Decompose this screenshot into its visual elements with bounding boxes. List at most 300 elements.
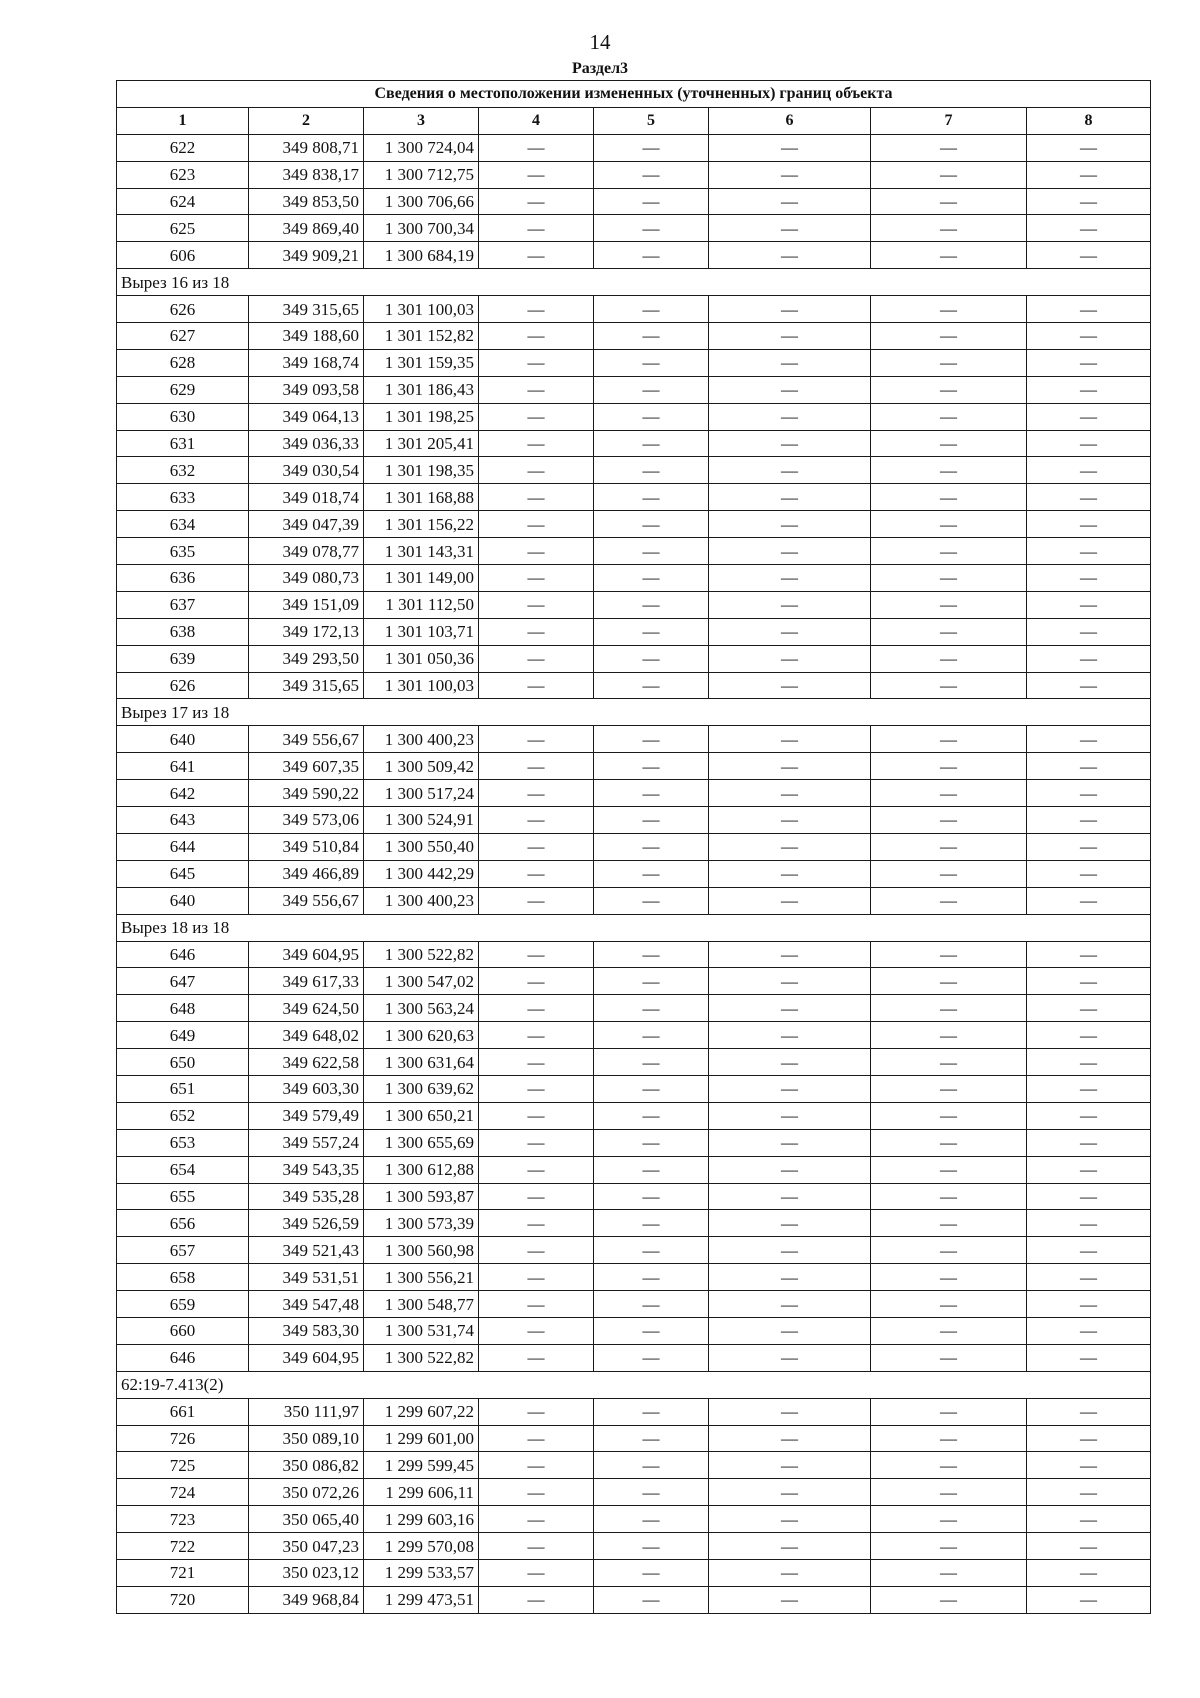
- empty-value-cell: —: [871, 457, 1027, 484]
- x-coordinate-cell: 349 838,17: [249, 161, 364, 188]
- y-coordinate-cell: 1 300 548,77: [364, 1291, 479, 1318]
- point-number-cell: 643: [117, 807, 249, 834]
- point-number-cell: 635: [117, 538, 249, 565]
- table-row: [117, 1398, 1151, 1425]
- empty-value-cell: —: [709, 161, 871, 188]
- y-coordinate-cell: 1 299 601,00: [364, 1425, 479, 1452]
- empty-value-cell: —: [1027, 430, 1151, 457]
- empty-value-cell: —: [709, 1506, 871, 1533]
- empty-value-cell: —: [709, 1479, 871, 1506]
- y-coordinate-cell: 1 301 100,03: [364, 672, 479, 699]
- empty-value-cell: —: [709, 1102, 871, 1129]
- point-number-cell: 726: [117, 1425, 249, 1452]
- empty-value-cell: —: [594, 1022, 709, 1049]
- x-coordinate-cell: 349 510,84: [249, 833, 364, 860]
- empty-value-cell: —: [871, 134, 1027, 161]
- point-number-cell: 657: [117, 1237, 249, 1264]
- empty-value-cell: —: [871, 161, 1027, 188]
- empty-value-cell: —: [709, 1210, 871, 1237]
- x-coordinate-cell: 349 853,50: [249, 188, 364, 215]
- empty-value-cell: —: [1027, 618, 1151, 645]
- empty-value-cell: —: [871, 1049, 1027, 1076]
- empty-value-cell: —: [594, 672, 709, 699]
- empty-value-cell: —: [479, 995, 594, 1022]
- table-row: [117, 296, 1151, 323]
- column-header: 4: [479, 107, 594, 134]
- y-coordinate-cell: 1 299 606,11: [364, 1479, 479, 1506]
- y-coordinate-cell: 1 301 186,43: [364, 376, 479, 403]
- column-header: 2: [249, 107, 364, 134]
- empty-value-cell: —: [871, 215, 1027, 242]
- empty-value-cell: —: [871, 1075, 1027, 1102]
- empty-value-cell: —: [871, 1156, 1027, 1183]
- empty-value-cell: —: [479, 188, 594, 215]
- empty-value-cell: —: [594, 1156, 709, 1183]
- column-header: 6: [709, 107, 871, 134]
- empty-value-cell: —: [594, 1398, 709, 1425]
- point-number-cell: 623: [117, 161, 249, 188]
- table-row: [117, 1425, 1151, 1452]
- table-row: [117, 1264, 1151, 1291]
- empty-value-cell: —: [709, 1237, 871, 1264]
- empty-value-cell: —: [871, 968, 1027, 995]
- empty-value-cell: —: [594, 349, 709, 376]
- empty-value-cell: —: [479, 457, 594, 484]
- point-number-cell: 724: [117, 1479, 249, 1506]
- empty-value-cell: —: [594, 1533, 709, 1560]
- y-coordinate-cell: 1 300 684,19: [364, 242, 479, 269]
- empty-value-cell: —: [594, 511, 709, 538]
- y-coordinate-cell: 1 301 050,36: [364, 645, 479, 672]
- table-row: [117, 457, 1151, 484]
- empty-value-cell: —: [594, 1129, 709, 1156]
- point-number-cell: 646: [117, 1344, 249, 1371]
- y-coordinate-cell: 1 300 563,24: [364, 995, 479, 1022]
- empty-value-cell: —: [709, 833, 871, 860]
- empty-value-cell: —: [871, 807, 1027, 834]
- empty-value-cell: —: [1027, 1344, 1151, 1371]
- empty-value-cell: —: [709, 726, 871, 753]
- x-coordinate-cell: 349 547,48: [249, 1291, 364, 1318]
- point-number-cell: 644: [117, 833, 249, 860]
- empty-value-cell: —: [594, 1183, 709, 1210]
- empty-value-cell: —: [479, 753, 594, 780]
- x-coordinate-cell: 349 168,74: [249, 349, 364, 376]
- empty-value-cell: —: [594, 1075, 709, 1102]
- table-row: [117, 1559, 1151, 1586]
- empty-value-cell: —: [479, 323, 594, 350]
- empty-value-cell: —: [871, 323, 1027, 350]
- point-number-cell: 722: [117, 1533, 249, 1560]
- empty-value-cell: —: [709, 1559, 871, 1586]
- table-row: [117, 1210, 1151, 1237]
- table-row: [117, 1183, 1151, 1210]
- empty-value-cell: —: [594, 565, 709, 592]
- empty-value-cell: —: [709, 591, 871, 618]
- empty-value-cell: —: [594, 1452, 709, 1479]
- empty-value-cell: —: [871, 349, 1027, 376]
- empty-value-cell: —: [709, 511, 871, 538]
- empty-value-cell: —: [594, 591, 709, 618]
- empty-value-cell: —: [479, 1049, 594, 1076]
- empty-value-cell: —: [709, 296, 871, 323]
- empty-value-cell: —: [479, 807, 594, 834]
- x-coordinate-cell: 349 064,13: [249, 403, 364, 430]
- y-coordinate-cell: 1 300 522,82: [364, 941, 479, 968]
- empty-value-cell: —: [709, 565, 871, 592]
- group-label: 62:19-7.413(2): [117, 1371, 1151, 1398]
- empty-value-cell: —: [479, 1022, 594, 1049]
- empty-value-cell: —: [1027, 1183, 1151, 1210]
- point-number-cell: 652: [117, 1102, 249, 1129]
- point-number-cell: 626: [117, 296, 249, 323]
- point-number-cell: 651: [117, 1075, 249, 1102]
- empty-value-cell: —: [594, 134, 709, 161]
- table-row: [117, 591, 1151, 618]
- empty-value-cell: —: [479, 1344, 594, 1371]
- y-coordinate-cell: 1 300 573,39: [364, 1210, 479, 1237]
- empty-value-cell: —: [1027, 1210, 1151, 1237]
- table-row: [117, 672, 1151, 699]
- table-row: [117, 1156, 1151, 1183]
- empty-value-cell: —: [594, 887, 709, 914]
- empty-value-cell: —: [709, 323, 871, 350]
- x-coordinate-cell: 349 535,28: [249, 1183, 364, 1210]
- empty-value-cell: —: [871, 1344, 1027, 1371]
- table-row: [117, 1479, 1151, 1506]
- empty-value-cell: —: [871, 430, 1027, 457]
- empty-value-cell: —: [594, 188, 709, 215]
- x-coordinate-cell: 349 909,21: [249, 242, 364, 269]
- empty-value-cell: —: [1027, 323, 1151, 350]
- empty-value-cell: —: [871, 645, 1027, 672]
- empty-value-cell: —: [1027, 1533, 1151, 1560]
- empty-value-cell: —: [1027, 780, 1151, 807]
- x-coordinate-cell: 349 078,77: [249, 538, 364, 565]
- table-title: Сведения о местоположении измененных (уточненных) границ объекта: [117, 81, 1151, 108]
- x-coordinate-cell: 350 089,10: [249, 1425, 364, 1452]
- empty-value-cell: —: [594, 1506, 709, 1533]
- x-coordinate-cell: 349 579,49: [249, 1102, 364, 1129]
- empty-value-cell: —: [871, 376, 1027, 403]
- empty-value-cell: —: [871, 188, 1027, 215]
- empty-value-cell: —: [1027, 215, 1151, 242]
- empty-value-cell: —: [479, 215, 594, 242]
- empty-value-cell: —: [594, 1559, 709, 1586]
- empty-value-cell: —: [479, 1075, 594, 1102]
- point-number-cell: 637: [117, 591, 249, 618]
- empty-value-cell: —: [594, 430, 709, 457]
- empty-value-cell: —: [871, 1210, 1027, 1237]
- x-coordinate-cell: 350 086,82: [249, 1452, 364, 1479]
- x-coordinate-cell: 349 603,30: [249, 1075, 364, 1102]
- empty-value-cell: —: [709, 1183, 871, 1210]
- empty-value-cell: —: [709, 349, 871, 376]
- table-row: [117, 511, 1151, 538]
- y-coordinate-cell: 1 299 473,51: [364, 1586, 479, 1613]
- empty-value-cell: —: [1027, 672, 1151, 699]
- empty-value-cell: —: [709, 1317, 871, 1344]
- point-number-cell: 626: [117, 672, 249, 699]
- empty-value-cell: —: [1027, 349, 1151, 376]
- table-row: [117, 430, 1151, 457]
- empty-value-cell: —: [1027, 188, 1151, 215]
- point-number-cell: 653: [117, 1129, 249, 1156]
- x-coordinate-cell: 349 556,67: [249, 887, 364, 914]
- point-number-cell: 648: [117, 995, 249, 1022]
- y-coordinate-cell: 1 300 593,87: [364, 1183, 479, 1210]
- empty-value-cell: —: [871, 780, 1027, 807]
- x-coordinate-cell: 349 521,43: [249, 1237, 364, 1264]
- empty-value-cell: —: [594, 807, 709, 834]
- y-coordinate-cell: 1 300 612,88: [364, 1156, 479, 1183]
- table-row: [117, 1102, 1151, 1129]
- empty-value-cell: —: [871, 753, 1027, 780]
- empty-value-cell: —: [709, 1398, 871, 1425]
- group-label: Вырез 16 из 18: [117, 269, 1151, 296]
- point-number-cell: 654: [117, 1156, 249, 1183]
- empty-value-cell: —: [594, 376, 709, 403]
- empty-value-cell: —: [871, 1129, 1027, 1156]
- y-coordinate-cell: 1 299 603,16: [364, 1506, 479, 1533]
- point-number-cell: 645: [117, 860, 249, 887]
- empty-value-cell: —: [1027, 1425, 1151, 1452]
- y-coordinate-cell: 1 300 655,69: [364, 1129, 479, 1156]
- point-number-cell: 632: [117, 457, 249, 484]
- y-coordinate-cell: 1 300 712,75: [364, 161, 479, 188]
- x-coordinate-cell: 349 293,50: [249, 645, 364, 672]
- empty-value-cell: —: [479, 1237, 594, 1264]
- empty-value-cell: —: [709, 645, 871, 672]
- table-row: [117, 1237, 1151, 1264]
- empty-value-cell: —: [1027, 1452, 1151, 1479]
- empty-value-cell: —: [709, 1425, 871, 1452]
- y-coordinate-cell: 1 300 509,42: [364, 753, 479, 780]
- empty-value-cell: —: [709, 134, 871, 161]
- y-coordinate-cell: 1 300 522,82: [364, 1344, 479, 1371]
- empty-value-cell: —: [1027, 242, 1151, 269]
- table-row: [117, 1533, 1151, 1560]
- empty-value-cell: —: [871, 1102, 1027, 1129]
- point-number-cell: 649: [117, 1022, 249, 1049]
- table-row: [117, 618, 1151, 645]
- x-coordinate-cell: 349 030,54: [249, 457, 364, 484]
- empty-value-cell: —: [479, 1210, 594, 1237]
- point-number-cell: 661: [117, 1398, 249, 1425]
- table-row: [117, 565, 1151, 592]
- y-coordinate-cell: 1 301 156,22: [364, 511, 479, 538]
- empty-value-cell: —: [1027, 511, 1151, 538]
- empty-value-cell: —: [594, 242, 709, 269]
- point-number-cell: 622: [117, 134, 249, 161]
- empty-value-cell: —: [1027, 1559, 1151, 1586]
- empty-value-cell: —: [1027, 1237, 1151, 1264]
- point-number-cell: 655: [117, 1183, 249, 1210]
- x-coordinate-cell: 349 526,59: [249, 1210, 364, 1237]
- column-header: 5: [594, 107, 709, 134]
- x-coordinate-cell: 349 607,35: [249, 753, 364, 780]
- empty-value-cell: —: [479, 1586, 594, 1613]
- point-number-cell: 630: [117, 403, 249, 430]
- table-row: [117, 887, 1151, 914]
- y-coordinate-cell: 1 301 149,00: [364, 565, 479, 592]
- x-coordinate-cell: 350 072,26: [249, 1479, 364, 1506]
- empty-value-cell: —: [594, 780, 709, 807]
- empty-value-cell: —: [479, 591, 594, 618]
- empty-value-cell: —: [709, 484, 871, 511]
- point-number-cell: 659: [117, 1291, 249, 1318]
- empty-value-cell: —: [709, 1452, 871, 1479]
- empty-value-cell: —: [1027, 968, 1151, 995]
- empty-value-cell: —: [709, 887, 871, 914]
- table-body: [117, 134, 1151, 1613]
- empty-value-cell: —: [479, 1398, 594, 1425]
- x-coordinate-cell: 349 543,35: [249, 1156, 364, 1183]
- point-number-cell: 660: [117, 1317, 249, 1344]
- empty-value-cell: —: [1027, 941, 1151, 968]
- empty-value-cell: —: [1027, 457, 1151, 484]
- table-row: [117, 780, 1151, 807]
- y-coordinate-cell: 1 299 599,45: [364, 1452, 479, 1479]
- empty-value-cell: —: [1027, 565, 1151, 592]
- empty-value-cell: —: [479, 672, 594, 699]
- x-coordinate-cell: 349 869,40: [249, 215, 364, 242]
- y-coordinate-cell: 1 300 700,34: [364, 215, 479, 242]
- y-coordinate-cell: 1 300 706,66: [364, 188, 479, 215]
- point-number-cell: 628: [117, 349, 249, 376]
- empty-value-cell: —: [594, 941, 709, 968]
- x-coordinate-cell: 349 315,65: [249, 672, 364, 699]
- table-row: [117, 1586, 1151, 1613]
- point-number-cell: 647: [117, 968, 249, 995]
- table-row: [117, 1291, 1151, 1318]
- x-coordinate-cell: 350 065,40: [249, 1506, 364, 1533]
- y-coordinate-cell: 1 299 533,57: [364, 1559, 479, 1586]
- table-row: [117, 726, 1151, 753]
- empty-value-cell: —: [709, 995, 871, 1022]
- x-coordinate-cell: 349 172,13: [249, 618, 364, 645]
- empty-value-cell: —: [479, 1291, 594, 1318]
- empty-value-cell: —: [1027, 995, 1151, 1022]
- empty-value-cell: —: [479, 1102, 594, 1129]
- empty-value-cell: —: [594, 323, 709, 350]
- empty-value-cell: —: [479, 484, 594, 511]
- group-label-row: [117, 914, 1151, 941]
- empty-value-cell: —: [594, 726, 709, 753]
- x-coordinate-cell: 349 557,24: [249, 1129, 364, 1156]
- empty-value-cell: —: [594, 860, 709, 887]
- empty-value-cell: —: [479, 1129, 594, 1156]
- y-coordinate-cell: 1 301 152,82: [364, 323, 479, 350]
- point-number-cell: 629: [117, 376, 249, 403]
- column-header-row: [117, 107, 1151, 134]
- y-coordinate-cell: 1 300 556,21: [364, 1264, 479, 1291]
- empty-value-cell: —: [1027, 1264, 1151, 1291]
- empty-value-cell: —: [709, 215, 871, 242]
- empty-value-cell: —: [594, 1049, 709, 1076]
- empty-value-cell: —: [709, 1129, 871, 1156]
- empty-value-cell: —: [871, 511, 1027, 538]
- empty-value-cell: —: [594, 1102, 709, 1129]
- table-row: [117, 188, 1151, 215]
- point-number-cell: 650: [117, 1049, 249, 1076]
- y-coordinate-cell: 1 301 205,41: [364, 430, 479, 457]
- empty-value-cell: —: [594, 968, 709, 995]
- empty-value-cell: —: [479, 780, 594, 807]
- empty-value-cell: —: [594, 296, 709, 323]
- point-number-cell: 656: [117, 1210, 249, 1237]
- x-coordinate-cell: 349 604,95: [249, 941, 364, 968]
- empty-value-cell: —: [479, 161, 594, 188]
- x-coordinate-cell: 349 047,39: [249, 511, 364, 538]
- x-coordinate-cell: 349 590,22: [249, 780, 364, 807]
- x-coordinate-cell: 349 808,71: [249, 134, 364, 161]
- x-coordinate-cell: 349 093,58: [249, 376, 364, 403]
- empty-value-cell: —: [871, 1183, 1027, 1210]
- empty-value-cell: —: [871, 484, 1027, 511]
- empty-value-cell: —: [709, 188, 871, 215]
- x-coordinate-cell: 349 466,89: [249, 860, 364, 887]
- point-number-cell: 723: [117, 1506, 249, 1533]
- empty-value-cell: —: [871, 1586, 1027, 1613]
- empty-value-cell: —: [479, 511, 594, 538]
- empty-value-cell: —: [594, 1291, 709, 1318]
- column-header: 1: [117, 107, 249, 134]
- empty-value-cell: —: [479, 618, 594, 645]
- empty-value-cell: —: [709, 538, 871, 565]
- y-coordinate-cell: 1 301 159,35: [364, 349, 479, 376]
- group-label-row: [117, 1371, 1151, 1398]
- page-number: 14: [589, 30, 611, 54]
- empty-value-cell: —: [594, 1344, 709, 1371]
- empty-value-cell: —: [871, 1398, 1027, 1425]
- empty-value-cell: —: [1027, 1156, 1151, 1183]
- y-coordinate-cell: 1 300 517,24: [364, 780, 479, 807]
- empty-value-cell: —: [479, 1425, 594, 1452]
- empty-value-cell: —: [1027, 1049, 1151, 1076]
- empty-value-cell: —: [479, 860, 594, 887]
- empty-value-cell: —: [479, 1559, 594, 1586]
- y-coordinate-cell: 1 300 442,29: [364, 860, 479, 887]
- empty-value-cell: —: [479, 941, 594, 968]
- x-coordinate-cell: 349 604,95: [249, 1344, 364, 1371]
- empty-value-cell: —: [1027, 645, 1151, 672]
- empty-value-cell: —: [594, 1425, 709, 1452]
- table-row: [117, 242, 1151, 269]
- empty-value-cell: —: [594, 1264, 709, 1291]
- y-coordinate-cell: 1 300 639,62: [364, 1075, 479, 1102]
- table-row: [117, 323, 1151, 350]
- point-number-cell: 658: [117, 1264, 249, 1291]
- table-row: [117, 968, 1151, 995]
- empty-value-cell: —: [709, 780, 871, 807]
- empty-value-cell: —: [709, 1156, 871, 1183]
- y-coordinate-cell: 1 299 607,22: [364, 1398, 479, 1425]
- empty-value-cell: —: [1027, 1102, 1151, 1129]
- point-number-cell: 627: [117, 323, 249, 350]
- y-coordinate-cell: 1 300 400,23: [364, 887, 479, 914]
- empty-value-cell: —: [709, 1586, 871, 1613]
- empty-value-cell: —: [871, 296, 1027, 323]
- empty-value-cell: —: [479, 538, 594, 565]
- empty-value-cell: —: [871, 833, 1027, 860]
- table-row: [117, 484, 1151, 511]
- empty-value-cell: —: [594, 618, 709, 645]
- y-coordinate-cell: 1 300 550,40: [364, 833, 479, 860]
- empty-value-cell: —: [871, 995, 1027, 1022]
- x-coordinate-cell: 350 111,97: [249, 1398, 364, 1425]
- empty-value-cell: —: [709, 1533, 871, 1560]
